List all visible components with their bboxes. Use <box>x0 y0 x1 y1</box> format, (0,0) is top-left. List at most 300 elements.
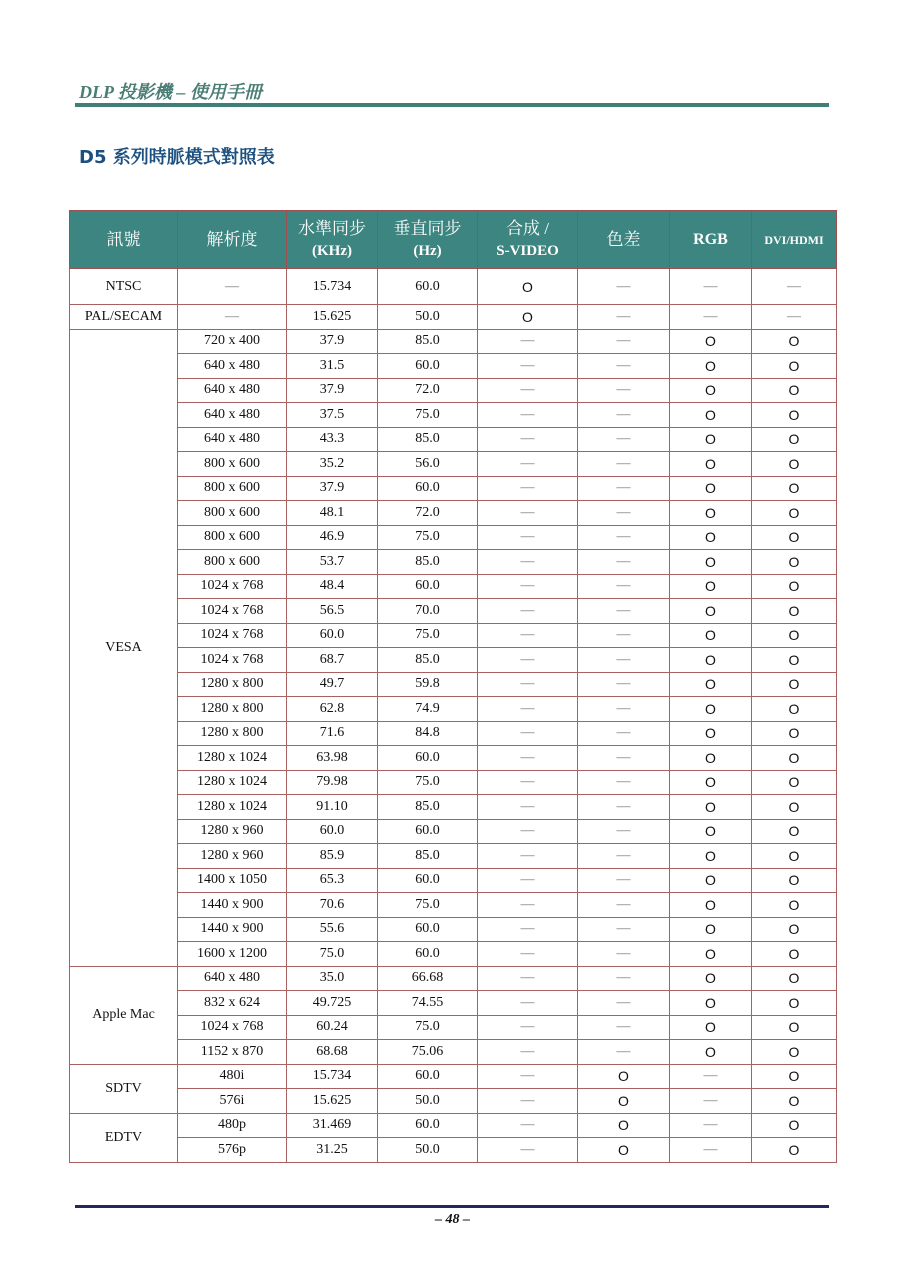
table-row <box>70 1138 837 1163</box>
component-cell: — <box>578 378 670 403</box>
composite-cell: O <box>478 305 578 330</box>
resolution-cell: 1280 x 1024 <box>178 770 287 795</box>
table-row <box>70 378 837 403</box>
signal-cell: SDTV <box>70 1064 178 1113</box>
section-title: D5 系列時脈模式對照表 <box>79 147 275 168</box>
rgb-cell: O <box>670 501 752 526</box>
rgb-cell: O <box>670 746 752 771</box>
h-sync-cell: 31.25 <box>287 1138 378 1163</box>
rgb-cell: O <box>670 648 752 673</box>
composite-cell: — <box>478 697 578 722</box>
rgb-cell: O <box>670 795 752 820</box>
component-cell: — <box>578 770 670 795</box>
rgb-cell: O <box>670 991 752 1016</box>
resolution-cell: 1152 x 870 <box>178 1040 287 1065</box>
rgb-cell: — <box>670 1064 752 1089</box>
table-body <box>70 269 837 1163</box>
v-sync-cell: 59.8 <box>378 672 478 697</box>
h-sync-cell: 46.9 <box>287 525 378 550</box>
header-h-sync-label: 水準同步 <box>298 218 366 238</box>
component-cell: — <box>578 721 670 746</box>
rgb-cell: O <box>670 966 752 991</box>
header-h-sync-unit: (KHz) <box>312 242 352 259</box>
resolution-cell: 480p <box>178 1113 287 1138</box>
resolution-cell: 832 x 624 <box>178 991 287 1016</box>
dvi-hdmi-cell: O <box>752 868 837 893</box>
component-cell: — <box>578 868 670 893</box>
h-sync-cell: 70.6 <box>287 893 378 918</box>
footer-rule <box>75 1205 829 1208</box>
component-cell: — <box>578 697 670 722</box>
resolution-cell: 1280 x 1024 <box>178 795 287 820</box>
table-row <box>70 795 837 820</box>
h-sync-cell: 60.0 <box>287 819 378 844</box>
rgb-cell: O <box>670 697 752 722</box>
component-cell: — <box>578 525 670 550</box>
table-row <box>70 868 837 893</box>
component-cell: — <box>578 991 670 1016</box>
dvi-hdmi-cell: — <box>752 269 837 305</box>
component-cell: — <box>578 893 670 918</box>
table-row <box>70 354 837 379</box>
table-row <box>70 476 837 501</box>
table-row <box>70 1064 837 1089</box>
rgb-cell: O <box>670 819 752 844</box>
table-row <box>70 1040 837 1065</box>
h-sync-cell: 48.1 <box>287 501 378 526</box>
h-sync-cell: 15.625 <box>287 1089 378 1114</box>
v-sync-cell: 72.0 <box>378 501 478 526</box>
composite-cell: — <box>478 599 578 624</box>
composite-cell: — <box>478 501 578 526</box>
rgb-cell: O <box>670 917 752 942</box>
composite-cell: — <box>478 476 578 501</box>
h-sync-cell: 63.98 <box>287 746 378 771</box>
h-sync-cell: 75.0 <box>287 942 378 967</box>
dvi-hdmi-cell: O <box>752 574 837 599</box>
header-composite-label: 合成 / <box>506 218 549 238</box>
h-sync-cell: 65.3 <box>287 868 378 893</box>
rgb-cell: O <box>670 1015 752 1040</box>
dvi-hdmi-cell: O <box>752 403 837 428</box>
composite-cell: — <box>478 819 578 844</box>
table-row <box>70 1015 837 1040</box>
resolution-cell: 1280 x 800 <box>178 721 287 746</box>
table-row <box>70 746 837 771</box>
composite-cell: — <box>478 1138 578 1163</box>
composite-cell: — <box>478 942 578 967</box>
resolution-cell: 1280 x 960 <box>178 844 287 869</box>
rgb-cell: O <box>670 721 752 746</box>
resolution-cell: 800 x 600 <box>178 550 287 575</box>
table-row <box>70 942 837 967</box>
signal-cell: Apple Mac <box>70 966 178 1064</box>
component-cell: — <box>578 942 670 967</box>
v-sync-cell: 75.0 <box>378 623 478 648</box>
v-sync-cell: 85.0 <box>378 329 478 354</box>
rgb-cell: O <box>670 599 752 624</box>
signal-cell: EDTV <box>70 1113 178 1162</box>
dvi-hdmi-cell: O <box>752 917 837 942</box>
v-sync-cell: 72.0 <box>378 378 478 403</box>
dvi-hdmi-cell: O <box>752 844 837 869</box>
h-sync-cell: 91.10 <box>287 795 378 820</box>
rgb-cell: — <box>670 305 752 330</box>
h-sync-cell: 53.7 <box>287 550 378 575</box>
component-cell: — <box>578 354 670 379</box>
composite-cell: — <box>478 623 578 648</box>
component-cell: — <box>578 917 670 942</box>
dvi-hdmi-cell: O <box>752 1064 837 1089</box>
rgb-cell: O <box>670 770 752 795</box>
table-row <box>70 893 837 918</box>
component-cell: — <box>578 966 670 991</box>
rgb-cell: — <box>670 1089 752 1114</box>
table-row <box>70 1113 837 1138</box>
table-row <box>70 1089 837 1114</box>
table-row <box>70 550 837 575</box>
dvi-hdmi-cell: O <box>752 550 837 575</box>
table-row <box>70 966 837 991</box>
resolution-cell: 1400 x 1050 <box>178 868 287 893</box>
table-row <box>70 574 837 599</box>
resolution-cell: 480i <box>178 1064 287 1089</box>
v-sync-cell: 70.0 <box>378 599 478 624</box>
h-sync-cell: 31.469 <box>287 1113 378 1138</box>
composite-cell: — <box>478 770 578 795</box>
resolution-cell: 640 x 480 <box>178 354 287 379</box>
table-row <box>70 329 837 354</box>
rgb-cell: O <box>670 476 752 501</box>
dvi-hdmi-cell: O <box>752 648 837 673</box>
composite-cell: — <box>478 354 578 379</box>
dvi-hdmi-cell: O <box>752 623 837 648</box>
rgb-cell: O <box>670 574 752 599</box>
resolution-cell: 1024 x 768 <box>178 623 287 648</box>
composite-cell: — <box>478 1089 578 1114</box>
h-sync-cell: 79.98 <box>287 770 378 795</box>
v-sync-cell: 84.8 <box>378 721 478 746</box>
composite-cell: — <box>478 525 578 550</box>
rgb-cell: O <box>670 868 752 893</box>
h-sync-cell: 85.9 <box>287 844 378 869</box>
h-sync-cell: 31.5 <box>287 354 378 379</box>
page-number: – 48 – <box>435 1212 470 1227</box>
v-sync-cell: 60.0 <box>378 1064 478 1089</box>
resolution-cell: 640 x 480 <box>178 427 287 452</box>
dvi-hdmi-cell: — <box>752 305 837 330</box>
v-sync-cell: 85.0 <box>378 427 478 452</box>
v-sync-cell: 60.0 <box>378 917 478 942</box>
header-signal: 訊號 <box>70 211 178 269</box>
v-sync-cell: 85.0 <box>378 795 478 820</box>
table-row <box>70 452 837 477</box>
header-svideo-label: S-VIDEO <box>496 242 559 259</box>
rgb-cell: O <box>670 525 752 550</box>
rgb-cell: — <box>670 1113 752 1138</box>
rgb-cell: O <box>670 844 752 869</box>
composite-cell: — <box>478 1064 578 1089</box>
component-cell: — <box>578 746 670 771</box>
resolution-cell: — <box>178 269 287 305</box>
table-row <box>70 525 837 550</box>
h-sync-cell: 55.6 <box>287 917 378 942</box>
rgb-cell: O <box>670 893 752 918</box>
component-cell: O <box>578 1064 670 1089</box>
component-cell: — <box>578 672 670 697</box>
h-sync-cell: 71.6 <box>287 721 378 746</box>
v-sync-cell: 60.0 <box>378 746 478 771</box>
v-sync-cell: 75.0 <box>378 525 478 550</box>
composite-cell: — <box>478 746 578 771</box>
dvi-hdmi-cell: O <box>752 991 837 1016</box>
v-sync-cell: 66.68 <box>378 966 478 991</box>
h-sync-cell: 37.9 <box>287 329 378 354</box>
v-sync-cell: 75.06 <box>378 1040 478 1065</box>
h-sync-cell: 15.625 <box>287 305 378 330</box>
dvi-hdmi-cell: O <box>752 452 837 477</box>
header-resolution: 解析度 <box>178 211 287 269</box>
resolution-cell: 576p <box>178 1138 287 1163</box>
table-row <box>70 917 837 942</box>
composite-cell: — <box>478 966 578 991</box>
component-cell: — <box>578 1040 670 1065</box>
resolution-cell: — <box>178 305 287 330</box>
v-sync-cell: 60.0 <box>378 819 478 844</box>
v-sync-cell: 56.0 <box>378 452 478 477</box>
resolution-cell: 1024 x 768 <box>178 1015 287 1040</box>
h-sync-cell: 43.3 <box>287 427 378 452</box>
dvi-hdmi-cell: O <box>752 1138 837 1163</box>
composite-cell: — <box>478 844 578 869</box>
component-cell: — <box>578 269 670 305</box>
h-sync-cell: 68.7 <box>287 648 378 673</box>
dvi-hdmi-cell: O <box>752 599 837 624</box>
resolution-cell: 1024 x 768 <box>178 648 287 673</box>
signal-cell: PAL/SECAM <box>70 305 178 330</box>
v-sync-cell: 85.0 <box>378 648 478 673</box>
rgb-cell: O <box>670 403 752 428</box>
resolution-cell: 1024 x 768 <box>178 599 287 624</box>
composite-cell: — <box>478 403 578 428</box>
resolution-cell: 1600 x 1200 <box>178 942 287 967</box>
composite-cell: — <box>478 868 578 893</box>
table-row <box>70 844 837 869</box>
rgb-cell: O <box>670 427 752 452</box>
v-sync-cell: 74.9 <box>378 697 478 722</box>
v-sync-cell: 60.0 <box>378 942 478 967</box>
table-row <box>70 991 837 1016</box>
composite-cell: — <box>478 795 578 820</box>
signal-cell: NTSC <box>70 269 178 305</box>
header-v-sync <box>378 211 478 269</box>
dvi-hdmi-cell: O <box>752 1015 837 1040</box>
resolution-cell: 800 x 600 <box>178 501 287 526</box>
composite-cell: — <box>478 991 578 1016</box>
dvi-hdmi-cell: O <box>752 770 837 795</box>
table-row <box>70 648 837 673</box>
component-cell: — <box>578 574 670 599</box>
rgb-cell: O <box>670 942 752 967</box>
v-sync-cell: 60.0 <box>378 868 478 893</box>
h-sync-cell: 35.2 <box>287 452 378 477</box>
composite-cell: — <box>478 1113 578 1138</box>
header-rule <box>75 103 829 107</box>
v-sync-cell: 85.0 <box>378 844 478 869</box>
resolution-cell: 576i <box>178 1089 287 1114</box>
composite-cell: — <box>478 427 578 452</box>
dvi-hdmi-cell: O <box>752 672 837 697</box>
v-sync-cell: 60.0 <box>378 269 478 305</box>
rgb-cell: O <box>670 550 752 575</box>
composite-cell: — <box>478 550 578 575</box>
component-cell: — <box>578 599 670 624</box>
h-sync-cell: 37.5 <box>287 403 378 428</box>
rgb-cell: O <box>670 1040 752 1065</box>
resolution-cell: 800 x 600 <box>178 525 287 550</box>
table-row <box>70 623 837 648</box>
table-row <box>70 819 837 844</box>
table-header-row <box>70 211 837 269</box>
resolution-cell: 640 x 480 <box>178 403 287 428</box>
composite-cell: — <box>478 721 578 746</box>
table-row <box>70 501 837 526</box>
resolution-cell: 800 x 600 <box>178 476 287 501</box>
header-h-sync <box>287 211 378 269</box>
component-cell: — <box>578 648 670 673</box>
resolution-cell: 1280 x 800 <box>178 672 287 697</box>
header-rgb: RGB <box>670 211 752 269</box>
header-component: 色差 <box>578 211 670 269</box>
table-row <box>70 305 837 330</box>
resolution-cell: 1440 x 900 <box>178 893 287 918</box>
composite-cell: — <box>478 917 578 942</box>
h-sync-cell: 15.734 <box>287 1064 378 1089</box>
composite-cell: — <box>478 574 578 599</box>
v-sync-cell: 75.0 <box>378 403 478 428</box>
h-sync-cell: 62.8 <box>287 697 378 722</box>
v-sync-cell: 60.0 <box>378 476 478 501</box>
h-sync-cell: 37.9 <box>287 476 378 501</box>
resolution-cell: 1280 x 960 <box>178 819 287 844</box>
dvi-hdmi-cell: O <box>752 819 837 844</box>
header-composite <box>478 211 578 269</box>
dvi-hdmi-cell: O <box>752 476 837 501</box>
component-cell: — <box>578 623 670 648</box>
dvi-hdmi-cell: O <box>752 697 837 722</box>
composite-cell: — <box>478 648 578 673</box>
resolution-cell: 1280 x 800 <box>178 697 287 722</box>
composite-cell: — <box>478 329 578 354</box>
component-cell: O <box>578 1113 670 1138</box>
component-cell: O <box>578 1138 670 1163</box>
resolution-cell: 1440 x 900 <box>178 917 287 942</box>
v-sync-cell: 50.0 <box>378 305 478 330</box>
rgb-cell: O <box>670 623 752 648</box>
h-sync-cell: 49.7 <box>287 672 378 697</box>
dvi-hdmi-cell: O <box>752 966 837 991</box>
h-sync-cell: 49.725 <box>287 991 378 1016</box>
h-sync-cell: 60.24 <box>287 1015 378 1040</box>
v-sync-cell: 60.0 <box>378 354 478 379</box>
component-cell: — <box>578 1015 670 1040</box>
rgb-cell: — <box>670 1138 752 1163</box>
h-sync-cell: 56.5 <box>287 599 378 624</box>
table-row <box>70 403 837 428</box>
component-cell: — <box>578 550 670 575</box>
header-v-sync-label: 垂直同步 <box>393 218 462 238</box>
component-cell: O <box>578 1089 670 1114</box>
rgb-cell: O <box>670 452 752 477</box>
v-sync-cell: 74.55 <box>378 991 478 1016</box>
dvi-hdmi-cell: O <box>752 378 837 403</box>
v-sync-cell: 85.0 <box>378 550 478 575</box>
h-sync-cell: 15.734 <box>287 269 378 305</box>
table-row <box>70 697 837 722</box>
composite-cell: — <box>478 378 578 403</box>
component-cell: — <box>578 452 670 477</box>
table-row <box>70 599 837 624</box>
dvi-hdmi-cell: O <box>752 942 837 967</box>
composite-cell: — <box>478 672 578 697</box>
composite-cell: — <box>478 893 578 918</box>
resolution-cell: 720 x 400 <box>178 329 287 354</box>
dvi-hdmi-cell: O <box>752 746 837 771</box>
composite-cell: — <box>478 1015 578 1040</box>
table-row <box>70 427 837 452</box>
table-row <box>70 269 837 305</box>
component-cell: — <box>578 844 670 869</box>
signal-cell: VESA <box>70 329 178 966</box>
composite-cell: O <box>478 269 578 305</box>
dvi-hdmi-cell: O <box>752 354 837 379</box>
resolution-cell: 640 x 480 <box>178 966 287 991</box>
v-sync-cell: 50.0 <box>378 1138 478 1163</box>
resolution-cell: 1280 x 1024 <box>178 746 287 771</box>
component-cell: — <box>578 795 670 820</box>
component-cell: — <box>578 819 670 844</box>
dvi-hdmi-cell: O <box>752 501 837 526</box>
v-sync-cell: 75.0 <box>378 770 478 795</box>
dvi-hdmi-cell: O <box>752 893 837 918</box>
header-v-sync-unit: (Hz) <box>413 242 442 259</box>
dvi-hdmi-cell: O <box>752 427 837 452</box>
component-cell: — <box>578 403 670 428</box>
composite-cell: — <box>478 452 578 477</box>
composite-cell: — <box>478 1040 578 1065</box>
resolution-cell: 640 x 480 <box>178 378 287 403</box>
component-cell: — <box>578 427 670 452</box>
rgb-cell: — <box>670 269 752 305</box>
dvi-hdmi-cell: O <box>752 1113 837 1138</box>
table-row <box>70 672 837 697</box>
dvi-hdmi-cell: O <box>752 721 837 746</box>
h-sync-cell: 60.0 <box>287 623 378 648</box>
resolution-cell: 1024 x 768 <box>178 574 287 599</box>
document-header-title: DLP 投影機 – 使用手冊 <box>79 82 262 102</box>
table-row <box>70 770 837 795</box>
resolution-cell: 800 x 600 <box>178 452 287 477</box>
rgb-cell: O <box>670 354 752 379</box>
header-dvi-hdmi: DVI/HDMI <box>752 211 837 269</box>
v-sync-cell: 60.0 <box>378 1113 478 1138</box>
dvi-hdmi-cell: O <box>752 795 837 820</box>
table-row <box>70 721 837 746</box>
v-sync-cell: 60.0 <box>378 574 478 599</box>
h-sync-cell: 37.9 <box>287 378 378 403</box>
component-cell: — <box>578 501 670 526</box>
h-sync-cell: 48.4 <box>287 574 378 599</box>
